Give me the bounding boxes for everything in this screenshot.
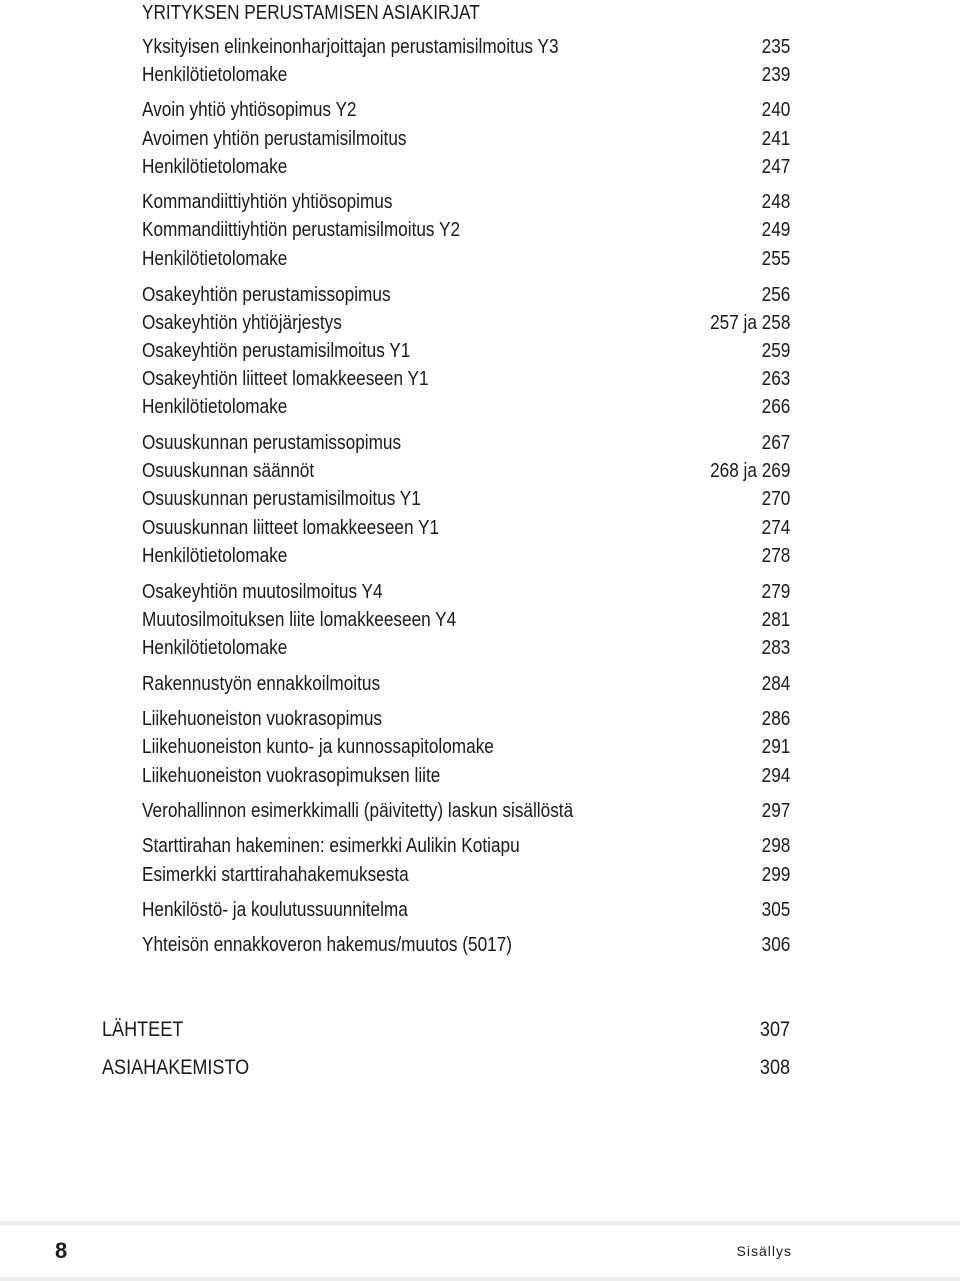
toc-entry-page: 241: [761, 128, 790, 150]
toc-entry[interactable]: [142, 579, 790, 605]
toc-entry-page: 239: [761, 64, 790, 86]
toc-entry[interactable]: [142, 763, 790, 789]
back-matter-entry[interactable]: [102, 1054, 790, 1082]
toc-entry[interactable]: [142, 635, 790, 661]
toc-entry-title: Osakeyhtiön yhtiöjärjestys: [142, 312, 342, 334]
toc-entry[interactable]: [142, 126, 790, 152]
toc-entry[interactable]: [142, 607, 790, 633]
toc-entry-title: Osakeyhtiön perustamisilmoitus Y1: [142, 340, 411, 362]
toc-entry-title: Esimerkki starttirahahakemuksesta: [142, 864, 409, 886]
toc-entry-title: Henkilöstö- ja koulutussuunnitelma: [142, 899, 408, 921]
toc-entry[interactable]: [142, 310, 790, 336]
toc-entry-page: 305: [761, 899, 790, 921]
toc-entry-title: Henkilötietolomake: [142, 156, 288, 178]
toc-entry-title: Henkilötietolomake: [142, 248, 288, 270]
toc-entry[interactable]: [142, 543, 790, 569]
toc-entry[interactable]: [142, 458, 790, 484]
toc-entry-page: 256: [761, 284, 790, 306]
toc-entry[interactable]: [142, 862, 790, 888]
back-matter-title: ASIAHAKEMISTO: [102, 1056, 250, 1079]
toc-entry-page: 259: [761, 340, 790, 362]
toc-entry-title: Avoimen yhtiön perustamisilmoitus: [142, 128, 407, 150]
toc-entry-page: 297: [761, 800, 790, 822]
toc-entry-page: 291: [761, 736, 790, 758]
toc-entry-title: Henkilötietolomake: [142, 396, 288, 418]
toc-entry-page: 281: [761, 609, 790, 631]
toc-entry[interactable]: [142, 515, 790, 541]
toc-entry[interactable]: [142, 338, 790, 364]
toc-entry-page: 240: [761, 99, 790, 121]
toc-entry-title: Osuuskunnan liitteet lomakkeeseen Y1: [142, 517, 440, 539]
toc-entry-page: 248: [761, 191, 790, 213]
toc-entry[interactable]: [142, 154, 790, 180]
toc-entry-page: 274: [761, 517, 790, 539]
toc-entry-title: Osakeyhtiön perustamissopimus: [142, 284, 391, 306]
page-number: 8: [55, 1238, 68, 1263]
toc-entry-page: 299: [761, 864, 790, 886]
toc-entry-title: Yhteisön ennakkoveron hakemus/muutos (5017): [142, 934, 513, 956]
toc-entry-page: 294: [761, 765, 790, 787]
toc-entry[interactable]: [142, 671, 790, 697]
back-matter-page: 308: [759, 1056, 790, 1079]
toc-entry-page: 286: [761, 708, 790, 730]
toc-entry-page: 249: [761, 219, 790, 241]
toc-entry-title: Henkilötietolomake: [142, 545, 288, 567]
toc-entry-page: 257 ja 258: [709, 312, 790, 334]
toc-entry-title: Rakennustyön ennakkoilmoitus: [142, 673, 381, 695]
back-matter-entry[interactable]: [102, 1016, 790, 1044]
toc-entry-title: Avoin yhtiö yhtiösopimus Y2: [142, 99, 357, 121]
toc-entry[interactable]: [142, 394, 790, 420]
footer: [0, 1225, 960, 1277]
toc-entry-page: 283: [761, 637, 790, 659]
toc-entry[interactable]: [142, 734, 790, 760]
toc-entry-page: 306: [761, 934, 790, 956]
toc-entry-page: 267: [761, 432, 790, 454]
toc-entry-page: 268 ja 269: [709, 460, 790, 482]
back-matter-page: 307: [759, 1018, 790, 1041]
toc-entry-page: 235: [761, 36, 790, 58]
toc-entry[interactable]: [142, 62, 790, 88]
toc-entry[interactable]: [142, 798, 790, 824]
toc-entry-title: Osuuskunnan perustamissopimus: [142, 432, 402, 454]
toc-entry-title: Kommandiittiyhtiön perustamisilmoitus Y2: [142, 219, 461, 241]
toc-entry-page: 270: [761, 488, 790, 510]
section-heading: YRITYKSEN PERUSTAMISEN ASIAKIRJAT: [142, 2, 480, 24]
toc-entry[interactable]: [142, 282, 790, 308]
toc-entry-title: Kommandiittiyhtiön yhtiösopimus: [142, 191, 393, 213]
toc-entry[interactable]: [142, 897, 790, 923]
toc-entry-page: 278: [761, 545, 790, 567]
toc-entry-title: Verohallinnon esimerkkimalli (päivitetty) laskun sisällöstä: [142, 800, 574, 822]
toc-entry[interactable]: [142, 833, 790, 859]
toc-entry-page: 298: [761, 835, 790, 857]
toc-entry-title: Henkilötietolomake: [142, 637, 288, 659]
toc-entry-title: Henkilötietolomake: [142, 64, 288, 86]
toc-entry[interactable]: [142, 217, 790, 243]
toc-entry-title: Osuuskunnan perustamisilmoitus Y1: [142, 488, 421, 510]
back-matter-title: LÄHTEET: [102, 1018, 184, 1041]
toc-entry[interactable]: [142, 486, 790, 512]
toc-entry-page: 247: [761, 156, 790, 178]
toc-entry-page: 284: [761, 673, 790, 695]
toc-entry-page: 266: [761, 396, 790, 418]
running-footer: Sisällys: [736, 1243, 792, 1259]
toc-entry-page: 279: [761, 581, 790, 603]
toc-entry-title: Liikehuoneiston vuokrasopimus: [142, 708, 382, 730]
toc-entry[interactable]: [142, 430, 790, 456]
toc-entry[interactable]: [142, 366, 790, 392]
toc-entry-title: Liikehuoneiston kunto- ja kunnossapitolomake: [142, 736, 494, 758]
toc-entry-title: Osuuskunnan säännöt: [142, 460, 315, 482]
toc-entry[interactable]: [142, 246, 790, 272]
toc-entry-title: Starttirahan hakeminen: esimerkki Aulikin Kotiapu: [142, 835, 520, 857]
toc-entry[interactable]: [142, 706, 790, 732]
toc-entry[interactable]: [142, 34, 790, 60]
toc-entry[interactable]: [142, 189, 790, 215]
toc-entry[interactable]: [142, 97, 790, 123]
toc-entry[interactable]: [142, 932, 790, 958]
toc-entry-title: Osakeyhtiön muutosilmoitus Y4: [142, 581, 383, 603]
toc-entry-page: 255: [761, 248, 790, 270]
toc-entry-title: Muutosilmoituksen liite lomakkeeseen Y4: [142, 609, 457, 631]
toc-entry-title: Yksityisen elinkeinonharjoittajan perustamisilmoitus Y3: [142, 36, 559, 58]
toc-entry-title: Osakeyhtiön liitteet lomakkeeseen Y1: [142, 368, 429, 390]
toc-entry-page: 263: [761, 368, 790, 390]
toc-entry-title: Liikehuoneiston vuokrasopimuksen liite: [142, 765, 441, 787]
